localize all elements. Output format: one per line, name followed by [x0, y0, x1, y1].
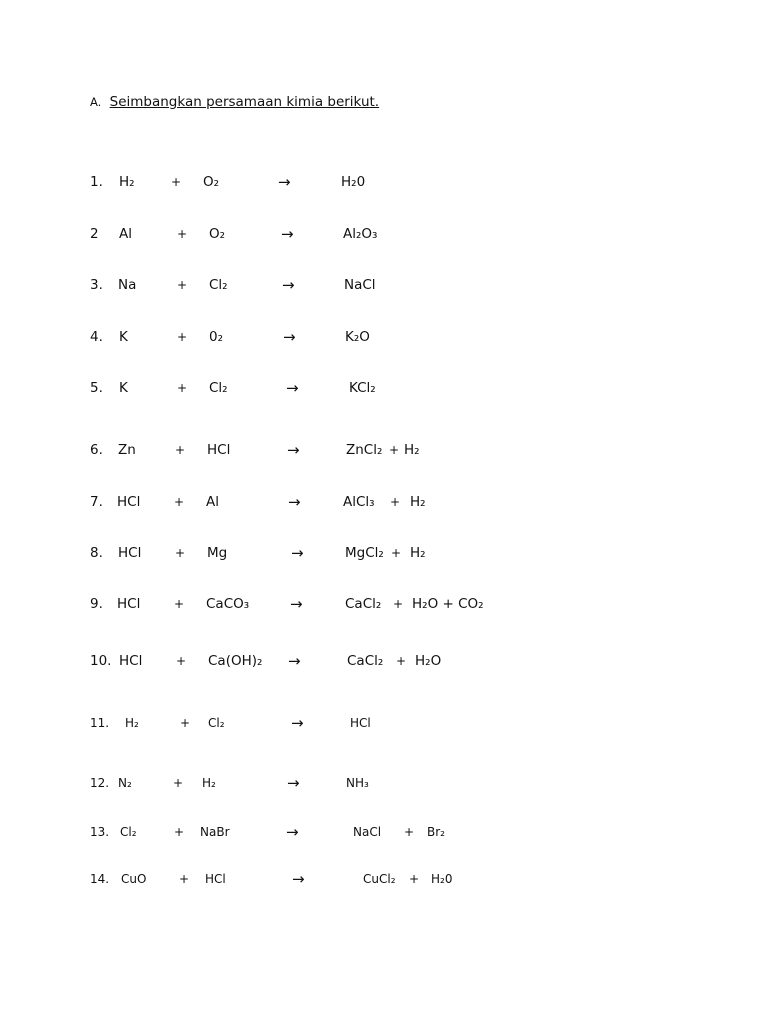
reaction-arrow: →: [288, 652, 301, 670]
reactant-2: CaCO₃: [206, 596, 250, 612]
reactant-plus: +: [173, 776, 184, 790]
reactant-1: K: [119, 380, 128, 396]
reaction-arrow: →: [292, 870, 305, 888]
equation-row-7: [0, 492, 768, 512]
equation-row-10: [0, 651, 768, 671]
product-1: ZnCl₂: [346, 442, 383, 458]
reaction-arrow: →: [287, 774, 300, 792]
reactant-plus: +: [177, 227, 188, 241]
equation-number: 7.: [90, 494, 103, 510]
product-1: Al₂O₃: [343, 226, 378, 242]
reactant-2: O₂: [209, 226, 226, 242]
product-1: K₂O: [345, 329, 370, 345]
reaction-arrow: →: [287, 441, 300, 459]
reactant-1: N₂: [118, 776, 132, 790]
product-1: NH₃: [346, 776, 369, 790]
product-plus: +: [393, 597, 404, 611]
product-plus: +: [390, 495, 401, 509]
equation-number: 5.: [90, 380, 103, 396]
product-1: KCl₂: [349, 380, 376, 396]
equation-row-8: [0, 543, 768, 563]
reaction-arrow: →: [282, 276, 295, 294]
equation-row-3: [0, 275, 768, 295]
reactant-2: Mg: [207, 545, 228, 561]
equation-row-14: [0, 869, 768, 889]
equation-number: 11.: [90, 716, 110, 730]
equation-row-13: [0, 822, 768, 842]
reactant-1: Na: [118, 277, 137, 293]
equation-number: 6.: [90, 442, 103, 458]
product-2: H₂O: [415, 653, 442, 669]
equation-row-12: [0, 773, 768, 793]
equation-number: 3.: [90, 277, 103, 293]
product-1: AlCl₃: [343, 494, 375, 510]
reactant-plus: +: [176, 654, 187, 668]
product-1: H₂0: [341, 174, 366, 190]
equation-row-4: [0, 327, 768, 347]
reaction-arrow: →: [288, 493, 301, 511]
reactant-plus: +: [177, 278, 188, 292]
section-letter: A.: [90, 95, 102, 109]
product-2: H₂0: [431, 872, 453, 886]
equation-row-11: [0, 713, 768, 733]
product-1: CaCl₂: [347, 653, 384, 669]
reactant-1: HCl: [117, 494, 141, 510]
reactant-1: H₂: [125, 716, 139, 730]
product-2: H₂: [404, 442, 420, 458]
section-heading: [90, 94, 379, 110]
reaction-arrow: →: [286, 379, 299, 397]
reaction-arrow: →: [283, 328, 296, 346]
reactant-2: O₂: [203, 174, 220, 190]
reactant-plus: +: [175, 443, 186, 457]
reaction-arrow: →: [291, 544, 304, 562]
reactant-1: CuO: [121, 872, 147, 886]
reactant-plus: +: [171, 175, 182, 189]
instruction-text: Seimbangkan persamaan kimia berikut.: [109, 94, 380, 110]
reaction-arrow: →: [290, 595, 303, 613]
reactant-1: Cl₂: [120, 825, 137, 839]
reactant-2: NaBr: [200, 825, 230, 839]
reactant-plus: +: [177, 381, 188, 395]
product-1: HCl: [350, 716, 371, 730]
equation-number: 12.: [90, 776, 110, 790]
product-plus: +: [391, 546, 402, 560]
equation-number: 4.: [90, 329, 103, 345]
reactant-plus: +: [175, 546, 186, 560]
reactant-1: Al: [119, 226, 132, 242]
product-1: CuCl₂: [363, 872, 396, 886]
reactant-1: Zn: [118, 442, 136, 458]
reactant-2: H₂: [202, 776, 216, 790]
equation-number: 9.: [90, 596, 103, 612]
equation-number: 1.: [90, 174, 103, 190]
reactant-1: H₂: [119, 174, 135, 190]
reactant-plus: +: [180, 716, 191, 730]
equation-row-1: [0, 172, 768, 192]
reaction-arrow: →: [278, 173, 291, 191]
product-2: H₂O + CO₂: [412, 596, 484, 612]
product-1: NaCl: [344, 277, 376, 293]
reactant-2: Ca(OH)₂: [208, 653, 263, 669]
equation-number: 8.: [90, 545, 103, 561]
equation-row-2: [0, 224, 768, 244]
reaction-arrow: →: [291, 714, 304, 732]
product-2: Br₂: [427, 825, 445, 839]
equation-row-5: [0, 378, 768, 398]
equation-number: 2: [90, 226, 99, 242]
product-plus: +: [396, 654, 407, 668]
reactant-1: HCl: [118, 545, 142, 561]
equation-number: 13.: [90, 825, 110, 839]
equation-number: 14.: [90, 872, 110, 886]
reaction-arrow: →: [286, 823, 299, 841]
reactant-1: HCl: [119, 653, 143, 669]
product-1: CaCl₂: [345, 596, 382, 612]
reactant-2: Al: [206, 494, 219, 510]
equation-row-9: [0, 594, 768, 614]
reactant-2: Cl₂: [209, 380, 228, 396]
reactant-1: HCl: [117, 596, 141, 612]
product-plus: +: [404, 825, 415, 839]
product-2: H₂: [410, 545, 426, 561]
equation-row-6: [0, 440, 768, 460]
reactant-plus: +: [174, 597, 185, 611]
reactant-plus: +: [174, 495, 185, 509]
product-plus: +: [389, 443, 400, 457]
reaction-arrow: →: [281, 225, 294, 243]
reactant-2: Cl₂: [209, 277, 228, 293]
reactant-plus: +: [174, 825, 185, 839]
reactant-2: Cl₂: [208, 716, 225, 730]
reactant-2: HCl: [205, 872, 226, 886]
reactant-1: K: [119, 329, 128, 345]
reactant-plus: +: [179, 872, 190, 886]
reactant-2: 0₂: [209, 329, 224, 345]
product-plus: +: [409, 872, 420, 886]
product-1: NaCl: [353, 825, 382, 839]
reactant-plus: +: [177, 330, 188, 344]
product-2: H₂: [410, 494, 426, 510]
equation-number: 10.: [90, 653, 112, 669]
product-1: MgCl₂: [345, 545, 384, 561]
reactant-2: HCl: [207, 442, 231, 458]
